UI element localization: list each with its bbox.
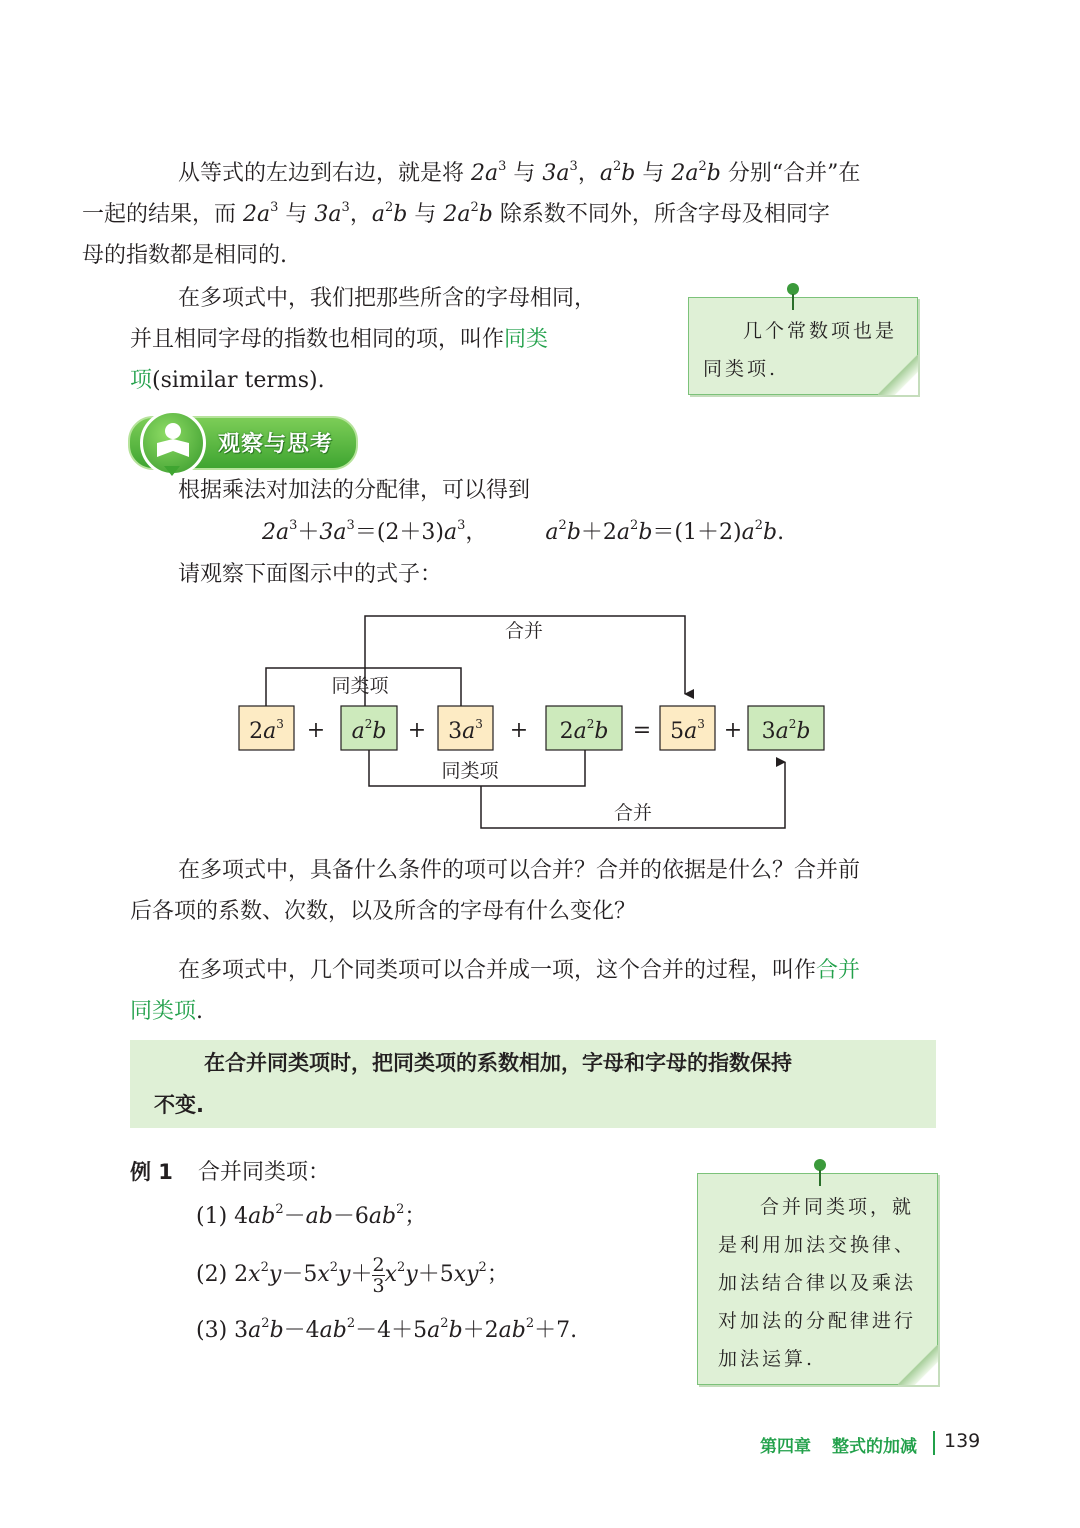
label-merge-bottom: 合并 <box>613 802 653 824</box>
term-box-4 <box>546 706 622 750</box>
pushpin-icon <box>812 1158 828 1188</box>
svg-text:2a2b: $2a^2b$ <box>559 717 609 744</box>
label-similar-bottom: 同类项 <box>441 760 499 782</box>
example-heading: 例 1 合并同类项： <box>130 1160 330 1185</box>
paragraph-intro: 从等式的左边到右边，就是将 $2a^3$ 与 $3a^3$，$a^2b$ 与 $2a^2b$ 分别“合并”在 一起的结果，而 $2a^3$ 与 $3a^3$，$a^2b$ 与 $2a^2b$ 除系数不同外，所含字母及相同字 母的指数都是相同的. <box>82 159 861 268</box>
label-merge-top: 合并 <box>504 620 544 642</box>
svg-text:a2b: $a^2b$ <box>351 717 387 744</box>
plus-sign-2: + <box>407 718 427 743</box>
observe-line3: 请观察下面图示中的式子： <box>178 562 443 587</box>
plus-sign-3: + <box>509 718 529 743</box>
term-box-6 <box>748 706 824 750</box>
plus-sign-4: + <box>723 718 743 743</box>
question-paragraph: 在多项式中，具备什么条件的项可以合并？合并的依据是什么？合并前 后各项的系数、次数，以及所含的字母有什么变化？ <box>130 858 861 924</box>
example-item-3: (3) $3a^2b-4ab^2-4+5a^2b+2ab^2+7$. <box>196 1316 578 1343</box>
svg-text:5a3: $5a^3$ <box>670 717 705 744</box>
footer-divider <box>933 1431 935 1455</box>
example-label: 例 1 <box>130 1160 173 1184</box>
distributive-equations: $2a^3+3a^3=(2+3)a^3$， $a^2b+2a^2b=(1+2)a^2b$. <box>262 518 785 545</box>
combine-terms-diagram <box>0 600 1080 840</box>
definition-combining: 在多项式中，几个同类项可以合并成一项，这个合并的过程，叫作合并 同类项. <box>130 958 861 1024</box>
term-similar-terms: 同类 <box>504 327 549 352</box>
side-note-combining-laws: 合并同类项，就 是利用加法交换律、 加法结合律以及乘法 对加法的分配律进行 加法运算. <box>697 1173 938 1385</box>
term-combine: 合并 <box>816 958 861 983</box>
side-note-constants: 几个常数项也是 同类项. <box>688 297 918 395</box>
term-box-1 <box>239 706 294 750</box>
svg-text:3a2b: $3a^2b$ <box>761 717 811 744</box>
term-box-5 <box>660 706 715 750</box>
pushpin-icon <box>785 282 801 312</box>
equals-sign: = <box>632 718 652 743</box>
paragraph-definition-similar-terms: 在多项式中，我们把那些所含的字母相同， 并且相同字母的指数也相同的项，叫作同类 项(similar terms). <box>130 286 597 393</box>
observe-line1: 根据乘法对加法的分配律，可以得到 <box>178 478 531 503</box>
example-item-1: (1) $4ab^2-ab-6ab^2$； <box>196 1202 427 1229</box>
svg-text:3a3: $3a^3$ <box>448 717 483 744</box>
term-combine-similar: 同类项 <box>130 999 197 1024</box>
term-box-2 <box>341 706 397 750</box>
page-number: 139 <box>944 1430 981 1452</box>
rule-highlight-box: 在合并同类项时，把同类项的系数相加，字母和字母的指数保持 不变. <box>130 1040 936 1128</box>
section-badge-observe-think: 观察与思考 <box>128 416 358 470</box>
label-similar-top: 同类项 <box>331 675 389 697</box>
plus-sign-1: + <box>306 718 326 743</box>
term-box-3 <box>438 706 493 750</box>
svg-text:2a3: $2a^3$ <box>249 717 284 744</box>
example-item-2: (2) $2x^2y-5x^2y+$ $\frac{2}{3}$ $x^2y+5xy^2$； <box>196 1253 509 1297</box>
footer-chapter: 第四章 <box>760 1437 811 1457</box>
footer-chapter-title: 整式的加减 <box>832 1437 917 1457</box>
